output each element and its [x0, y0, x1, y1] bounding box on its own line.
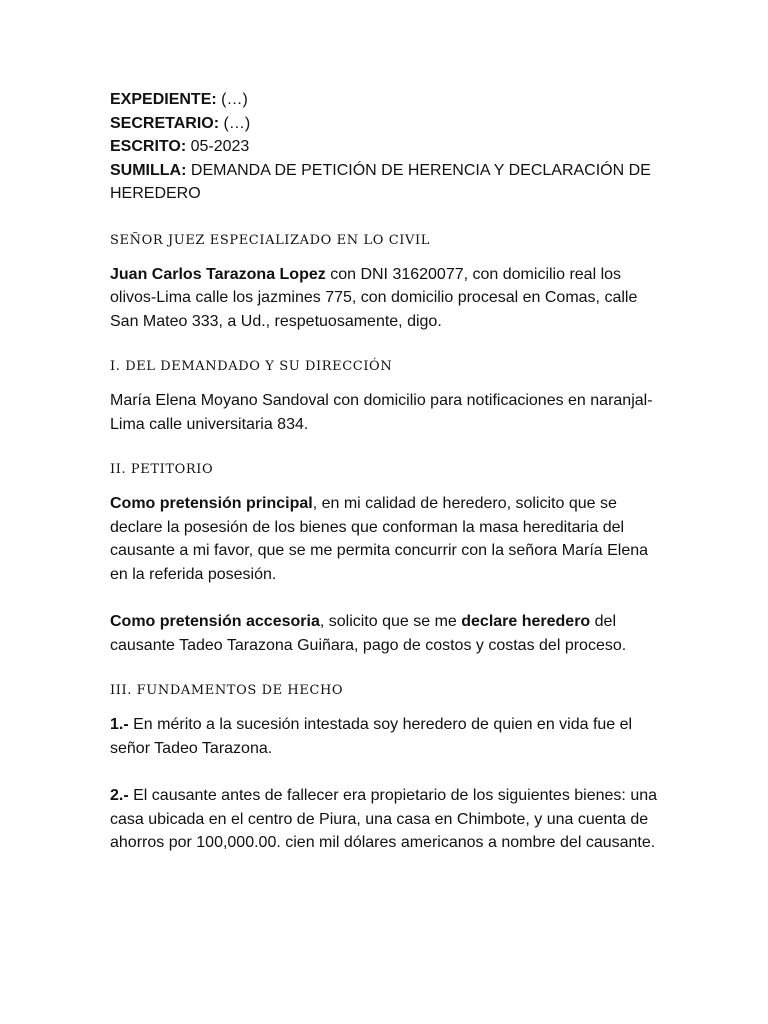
- escrito-line: [110, 135, 670, 159]
- escrito-value: 05-2023: [190, 138, 250, 155]
- principal-label: Como pretensión principal: [110, 495, 313, 512]
- petitorio-accesoria-paragraph: [110, 610, 670, 657]
- fundamento-number: 1.-: [110, 716, 129, 733]
- intro-paragraph: [110, 263, 670, 334]
- principal-text: , en mi calidad de heredero, solicito que se declare la posesión de los bienes que conforman la masa hereditaria del causante a mi favor, que se me permita concurrir con la señora María Elena en la referida posesión.: [110, 495, 649, 583]
- plaintiff-name: Juan Carlos Tarazona Lopez: [110, 265, 326, 283]
- section-1-heading: I. DEL DEMANDADO Y SU DIRECCIÓN: [110, 359, 393, 374]
- secretario-label: SECRETARIO:: [110, 114, 220, 132]
- secretario-line: [110, 112, 670, 136]
- declare-heredero-emphasis: declare heredero: [461, 613, 591, 630]
- sumilla-label: SUMILLA:: [110, 161, 187, 179]
- expediente-value: (…): [221, 91, 248, 108]
- fundamento-number: 2.-: [110, 787, 129, 804]
- petitorio-principal-paragraph: [110, 492, 670, 586]
- fundamento-text: En mérito a la sucesión intestada soy heredero de quien en vida fue el señor Tadeo Tarazona.: [110, 716, 633, 757]
- sumilla-value: DEMANDA DE PETICIÓN DE HERENCIA Y DECLARACIÓN DE HEREDERO: [110, 161, 651, 202]
- addressee-heading: SEÑOR JUEZ ESPECIALIZADO EN LO CIVIL: [110, 232, 430, 248]
- intro-text: con DNI 31620077, con domicilio real los olivos-Lima calle los jazmines 775, con domicilio procesal en Comas, calle San Mateo 333, a Ud., respetuosamente, digo.: [110, 265, 638, 330]
- accesoria-text-a: , solicito que se me: [319, 613, 462, 630]
- fundamento-text: El causante antes de fallecer era propietario de los siguientes bienes: una casa ubicada en el centro de Piura, una casa en Chimbote, y una cuenta de ahorros por 100,000.00. cien mil dólares americanos a nombre del causante.: [110, 787, 658, 851]
- section-3-heading: III. FUNDAMENTOS DE HECHO: [110, 683, 344, 698]
- sumilla-line: [110, 159, 670, 206]
- accesoria-label: Como pretensión accesoria: [110, 613, 320, 630]
- document-body: [110, 88, 670, 879]
- section-2-heading: II. PETITORIO: [110, 462, 214, 477]
- fundamento-item: [110, 784, 670, 855]
- case-header: [110, 88, 670, 206]
- section-1-paragraph: María Elena Moyano Sandoval con domicilio para notificaciones en naranjal-Lima calle universitaria 834.: [110, 392, 653, 433]
- escrito-label: ESCRITO:: [110, 138, 187, 155]
- fundamento-item: [110, 713, 670, 760]
- expediente-label: EXPEDIENTE:: [110, 91, 217, 108]
- accesoria-text-b: del causante Tadeo Tarazona Guiñara, pago de costos y costas del proceso.: [110, 613, 627, 654]
- expediente-line: [110, 88, 670, 112]
- secretario-value: (…): [223, 114, 251, 132]
